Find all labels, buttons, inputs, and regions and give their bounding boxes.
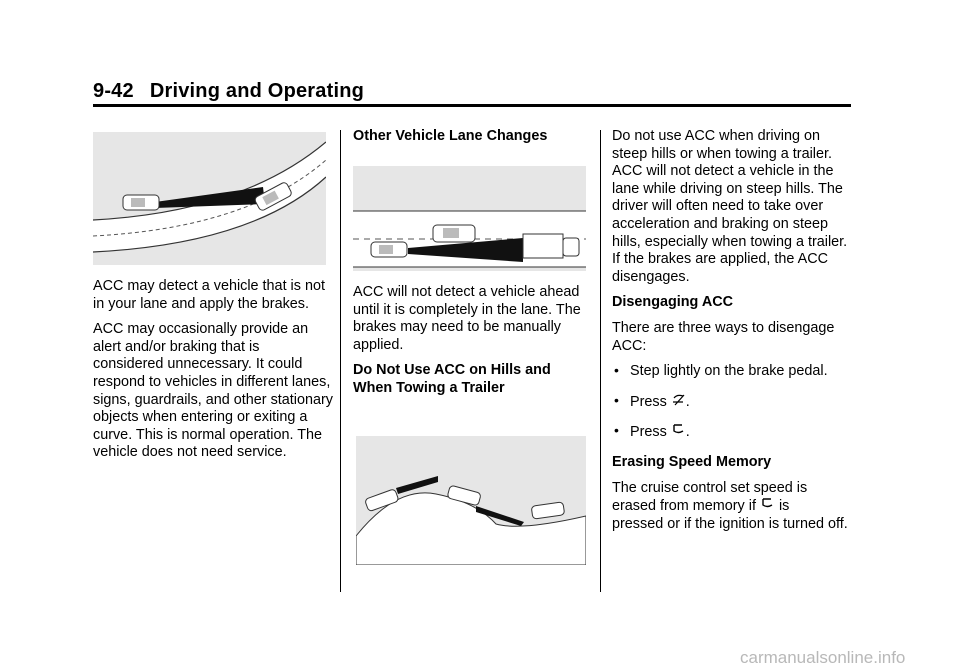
- column-divider-2: [600, 130, 601, 592]
- section-title: Driving and Operating: [149, 80, 365, 102]
- list-item: • Press .: [612, 393, 852, 412]
- section-heading: Disengaging ACC: [612, 294, 733, 311]
- header-rule: [93, 104, 851, 107]
- column-2: [353, 284, 593, 406]
- curve-detection-illustration: [93, 132, 326, 265]
- paragraph: The cruise control set speed is erased from memory if is pressed or if the ignition is turned off.: [612, 479, 848, 532]
- lane-change-illustration: [353, 166, 586, 271]
- cruise-on-off-icon: [672, 423, 685, 441]
- paragraph: Do not use ACC when driving on steep hills or when towing a trailer. ACC will not detect a vehicle in the lane while driving on steep hills. The driver will often need to take over acceleration and braking on steep hills, especially when towing a trailer. If the brakes are applied, the ACC disengages.: [612, 128, 848, 285]
- column-2-top: [353, 128, 593, 154]
- section-heading: Erasing Speed Memory: [612, 453, 772, 470]
- paragraph: ACC will not detect a vehicle ahead until it is completely in the lane. The brakes may need to be manually applied.: [353, 284, 581, 353]
- watermark: carmanualsonline.info: [740, 648, 906, 667]
- paragraph: ACC may occasionally provide an alert and/or braking that is considered unnecessary. It could respond to vehicles in different lanes, signs, guardrails, and other stationary objects when entering or exiting a curve. This is normal operation. The vehicle does not need service.: [93, 321, 333, 461]
- column-1: [93, 278, 333, 470]
- cruise-on-off-icon: [761, 497, 774, 515]
- paragraph: There are three ways to disengage ACC:: [612, 319, 835, 354]
- column-divider-1: [340, 130, 341, 592]
- section-heading: Other Vehicle Lane Changes: [353, 128, 548, 144]
- paragraph: ACC may detect a vehicle that is not in your lane and apply the brakes.: [93, 278, 325, 312]
- page-header: [93, 80, 364, 103]
- hills-illustration: [356, 436, 586, 565]
- page-number: 9-42: [93, 80, 134, 102]
- section-heading: Do Not Use ACC on Hills and When Towing a Trailer: [353, 362, 551, 396]
- column-3: [612, 128, 852, 537]
- cruise-cancel-icon: [672, 393, 685, 411]
- list-item: • Step lightly on the brake pedal.: [612, 363, 852, 381]
- bullet-list: [612, 363, 852, 442]
- list-item: • Press .: [612, 423, 852, 442]
